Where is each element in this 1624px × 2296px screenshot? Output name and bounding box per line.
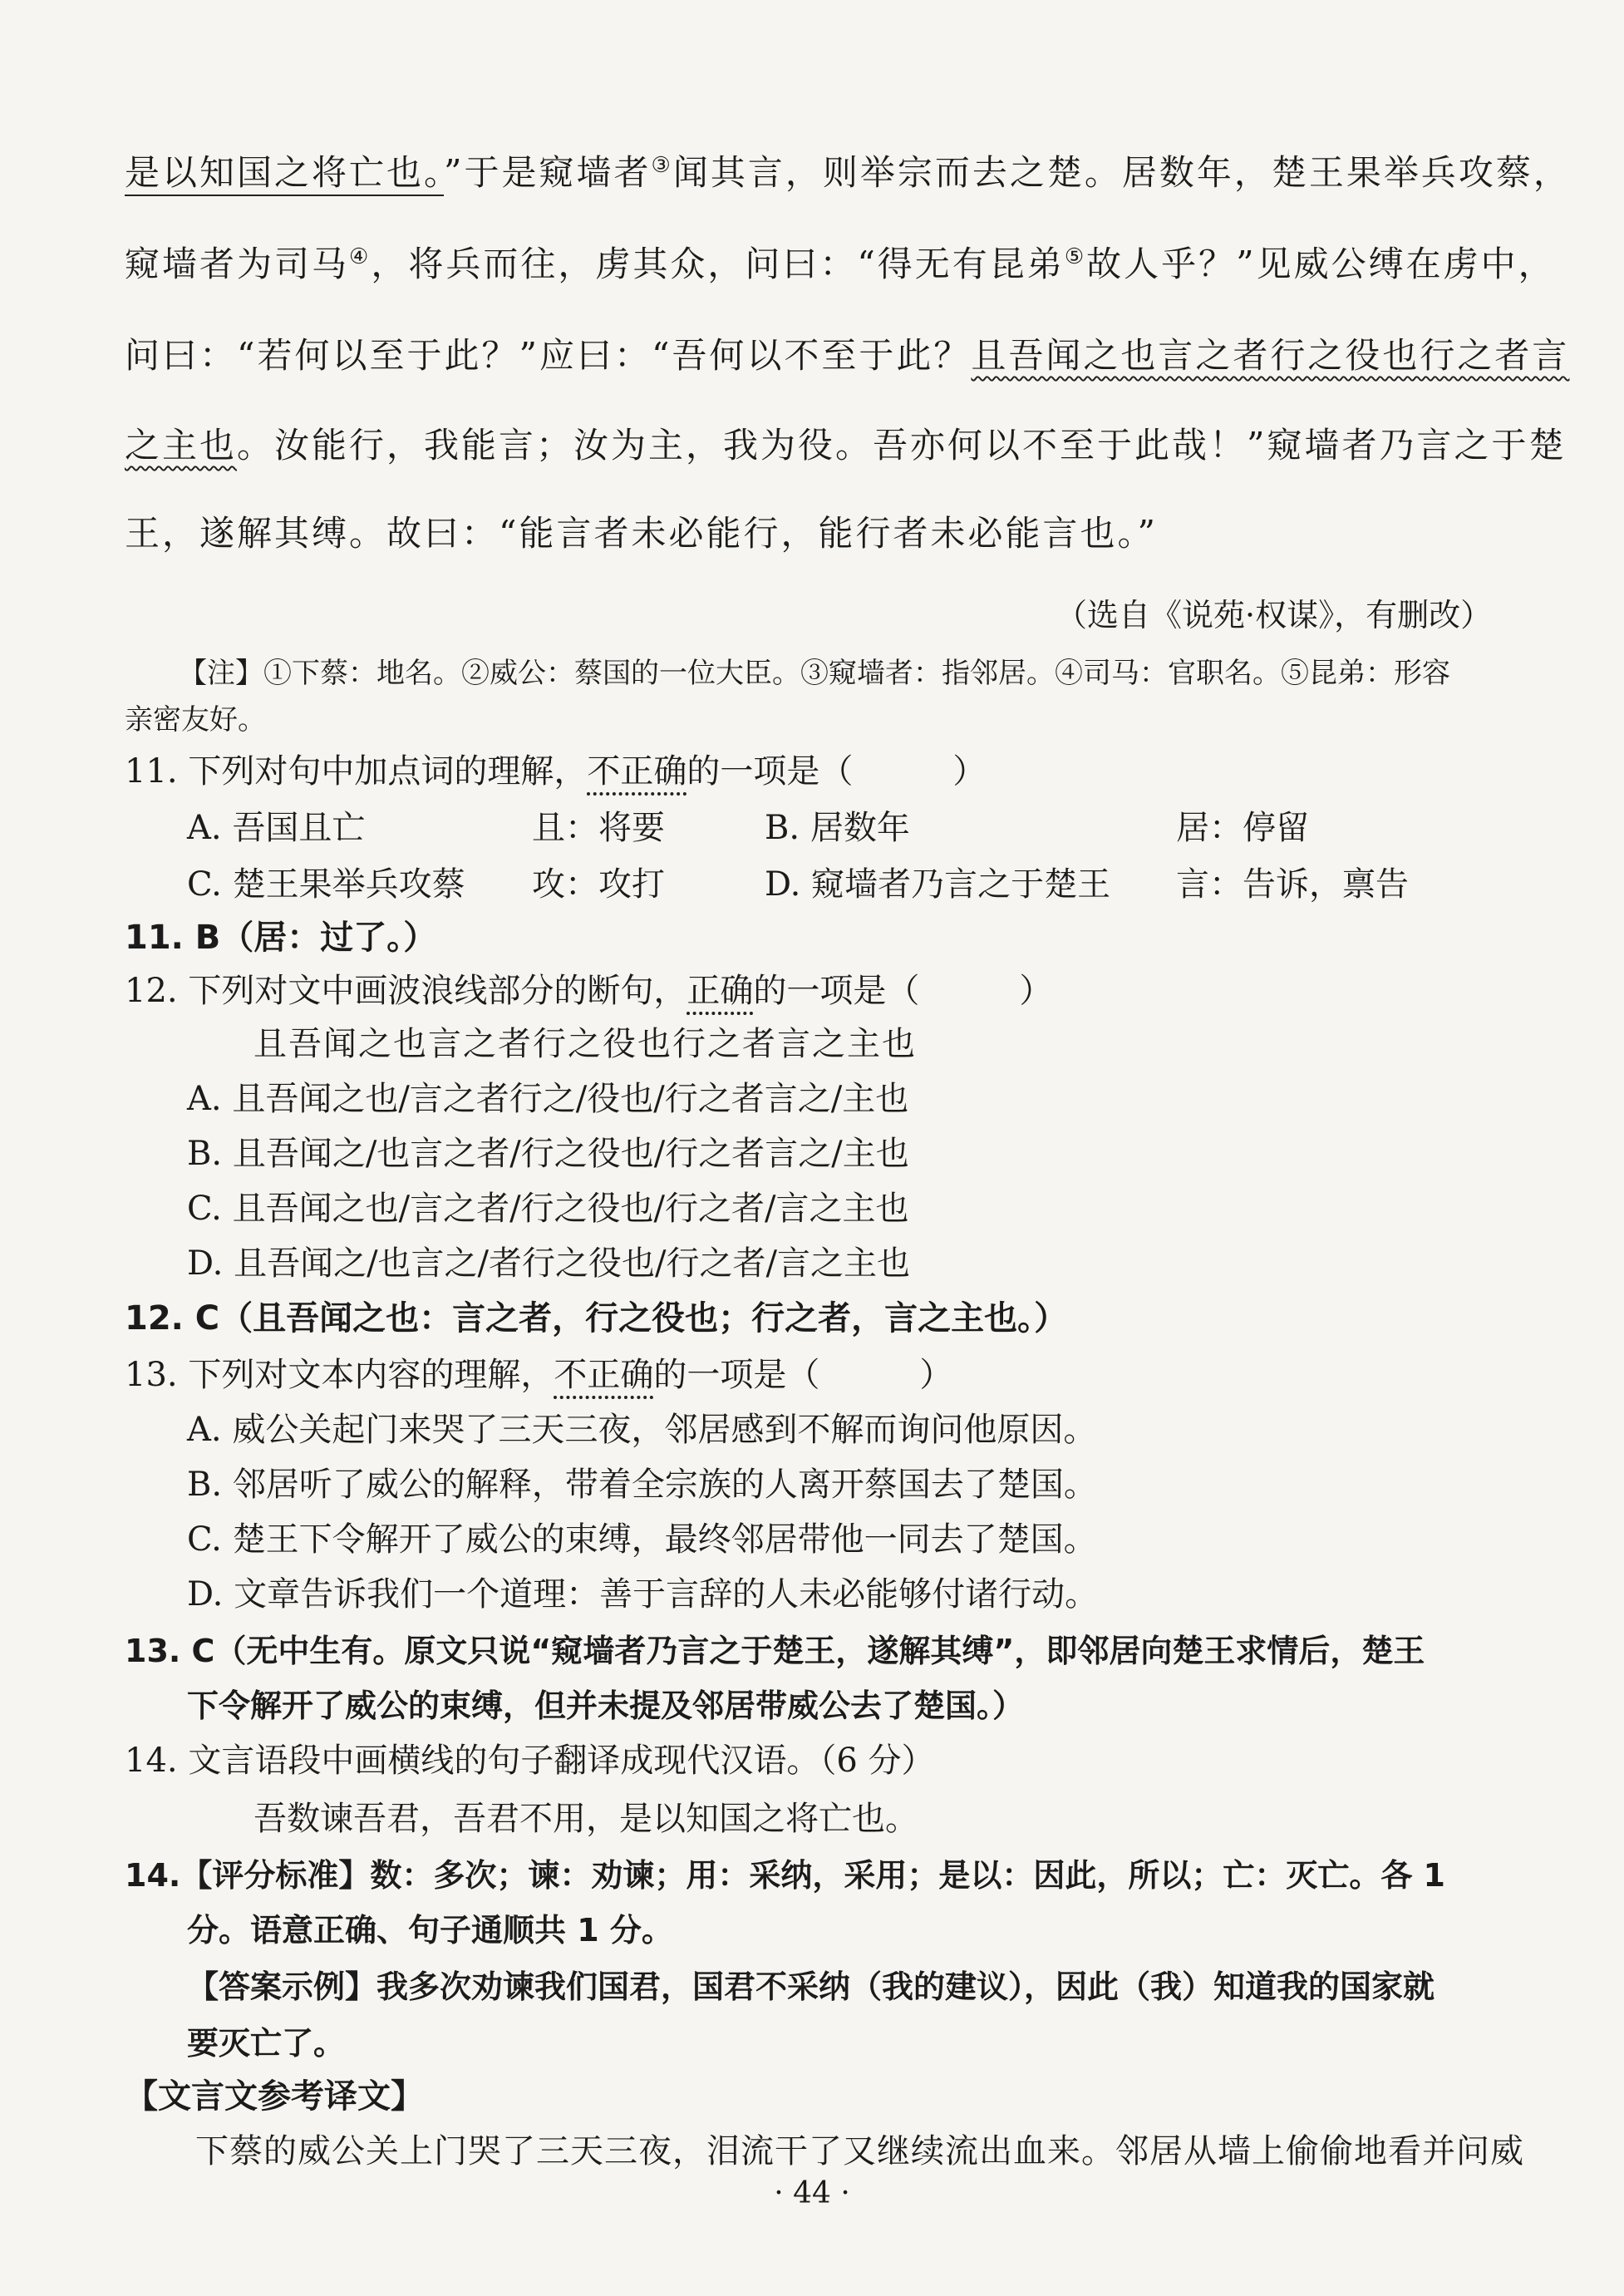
translation-heading: 【文言文参考译文】 xyxy=(125,2077,424,2116)
q13-option-a: A. 威公关起门来哭了三天三夜，邻居感到不解而询问他原因。 xyxy=(187,1411,1097,1449)
q11-answer: 11. B（居：过了。） xyxy=(125,919,437,957)
q11-option-c-def: 攻：攻打 xyxy=(532,865,665,904)
page-number: · 44 · xyxy=(774,2176,850,2210)
q12-answer: 12. C（且吾闻之也：言之者，行之役也；行之者，言之主也。） xyxy=(125,1299,1068,1338)
passage-line-5: 王，遂解其缚。故曰：“能言者未必能行，能行者未必能言也。” xyxy=(125,513,1158,554)
q14-score-line-1: 14.【评分标准】数：多次；谏：劝谏；用：采纳，采用；是以：因此，所以；亡：灭亡。各 1 xyxy=(125,1857,1445,1894)
emphasis-dots: 正确 xyxy=(687,972,754,1010)
q11-option-d-def: 言：告诉，禀告 xyxy=(1176,865,1409,904)
q11-option-a: A. 吾国且亡 xyxy=(187,809,366,847)
q12-option-b: B. 且吾闻之/也言之者/行之役也/行之者言之/主也 xyxy=(187,1135,909,1173)
q14-example-line-1: 【答案示例】我多次劝谏我们国君，国君不采纳（我的建议），因此（我）知道我的国家就 xyxy=(187,1968,1435,2005)
notes-line-1: 【注】①下蔡：地名。②威公：蔡国的一位大臣。③窥墙者：指邻居。④司马：官职名。⑤昆弟：形容 xyxy=(179,657,1450,690)
underlined-sentence: 是以知国之将亡也。 xyxy=(125,152,444,196)
translation-line-1: 下蔡的威公关上门哭了三天三夜，泪流干了又继续流出血来。邻居从墙上偷偷地看并问威 xyxy=(195,2132,1524,2170)
q13-option-b: B. 邻居听了威公的解释，带着全宗族的人离开蔡国去了楚国。 xyxy=(187,1466,1097,1504)
q11-option-b-def: 居：停留 xyxy=(1176,809,1309,847)
q13-answer-line-1: 13. C（无中生有。原文只说“窥墙者乃言之于楚王，遂解其缚”，即邻居向楚王求情后，楚王 xyxy=(125,1633,1425,1669)
wavy-underlined-text-end: 之主也 xyxy=(125,425,238,466)
q11-option-b: B. 居数年 xyxy=(765,809,910,847)
q11-stem: 11. 下列对句中加点词的理解，不正确的一项是（ ） xyxy=(125,752,987,791)
q14-quote: 吾数谏吾君，吾君不用，是以知国之将亡也。 xyxy=(253,1800,918,1838)
wavy-underlined-text: 且吾闻之也言之者行之役也行之者言 xyxy=(971,335,1570,376)
q14-example-line-2: 要灭亡了。 xyxy=(187,2025,346,2062)
passage-source: （选自《说苑·权谋》，有删改） xyxy=(1056,597,1493,633)
q13-option-c: C. 楚王下令解开了威公的束缚，最终邻居带他一同去了楚国。 xyxy=(187,1520,1097,1559)
q12-option-a: A. 且吾闻之也/言之者行之/役也/行之者言之/主也 xyxy=(187,1080,909,1118)
q11-option-d: D. 窥墙者乃言之于楚王 xyxy=(765,865,1111,904)
q13-stem: 13. 下列对文本内容的理解，不正确的一项是（ ） xyxy=(125,1356,953,1394)
notes-line-2: 亲密友好。 xyxy=(125,703,266,737)
q14-score-line-2: 分。语意正确、句子通顺共 1 分。 xyxy=(187,1912,673,1949)
q13-option-d: D. 文章告诉我们一个道理：善于言辞的人未必能够付诸行动。 xyxy=(187,1575,1099,1614)
q12-quote: 且吾闻之也言之者行之役也行之者言之主也 xyxy=(253,1025,917,1063)
q12-option-c: C. 且吾闻之也/言之者/行之役也/行之者/言之主也 xyxy=(187,1190,909,1228)
passage-line-1: 是以知国之将亡也。”于是窥墙者③闻其言，则举宗而去之楚。居数年，楚王果举兵攻蔡， xyxy=(125,148,1513,198)
passage-line-4: 之主也。汝能行，我能言；汝为主，我为役。吾亦何以不至于此哉！”窥墙者乃言之于楚 xyxy=(125,425,1567,466)
passage-line-2: 窥墙者为司马④，将兵而往，虏其众，问曰：“得无有昆弟⑤故人乎？”见威公缚在虏中， xyxy=(125,244,1556,284)
q12-stem: 12. 下列对文中画波浪线部分的断句，正确的一项是（ ） xyxy=(125,972,1053,1010)
emphasis-dots: 不正确 xyxy=(587,752,687,791)
q13-answer-line-2: 下令解开了威公的束缚，但并未提及邻居带威公去了楚国。） xyxy=(187,1688,1025,1724)
q14-stem: 14. 文言语段中画横线的句子翻译成现代汉语。（6 分） xyxy=(125,1742,935,1780)
emphasis-dots: 不正确 xyxy=(554,1356,654,1394)
passage-line-3: 问曰：“若何以至于此？”应曰：“吾何以不至于此？且吾闻之也言之者行之役也行之者言 xyxy=(125,335,1570,376)
q11-option-a-def: 且：将要 xyxy=(532,809,665,847)
q12-option-d: D. 且吾闻之/也言之/者行之役也/行之者/言之主也 xyxy=(187,1244,910,1283)
q11-option-c: C. 楚王果举兵攻蔡 xyxy=(187,865,465,904)
